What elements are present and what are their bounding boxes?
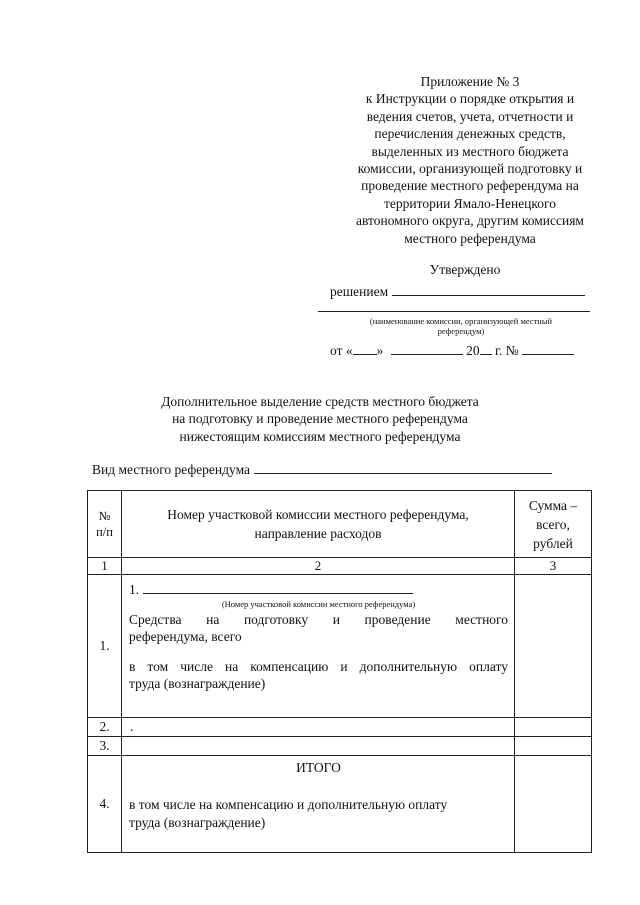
appendix-line: местного референдума bbox=[404, 230, 536, 246]
year-blank bbox=[480, 342, 492, 355]
referendum-kind-row bbox=[92, 461, 552, 478]
header-commission-line: Номер участковой комиссии местного референдума, bbox=[167, 507, 469, 522]
column-number-row bbox=[88, 558, 592, 575]
header-num bbox=[88, 491, 122, 558]
appendix-line: ведения счетов, учета, отчетности и bbox=[366, 108, 574, 124]
appendix-line: комиссии, организующей подготовку и bbox=[357, 161, 583, 177]
header-sum-line: всего, bbox=[536, 516, 570, 532]
commission-number-blank bbox=[143, 581, 413, 594]
column-number: 3 bbox=[515, 558, 592, 575]
decision-row bbox=[330, 283, 592, 300]
sum-cell[interactable] bbox=[515, 575, 592, 718]
table-row bbox=[88, 737, 592, 756]
header-commission-line: направление расходов bbox=[254, 526, 382, 541]
title-line: на подготовку и проведение местного референдума bbox=[172, 411, 468, 427]
row-content bbox=[122, 737, 515, 756]
sum-cell[interactable] bbox=[515, 756, 592, 853]
row-num: 1. bbox=[88, 575, 122, 718]
total-label: ИТОГО bbox=[296, 760, 341, 775]
appendix-line: к Инструкции о порядке открытия и bbox=[365, 91, 575, 107]
row-content bbox=[122, 575, 515, 718]
column-number: 1 bbox=[88, 558, 122, 575]
header-sum-line: Сумма – bbox=[528, 497, 578, 513]
title-line: нижестоящим комиссиям местного референдума bbox=[179, 428, 461, 444]
table-row bbox=[88, 718, 592, 737]
sum-cell[interactable] bbox=[515, 718, 592, 737]
decision-blank-line bbox=[392, 283, 585, 296]
commission-blank-line bbox=[318, 311, 590, 312]
including-line: труда (вознаграждение) bbox=[129, 676, 266, 691]
header-num-line: п/п bbox=[96, 525, 113, 539]
row-num: 4. bbox=[88, 756, 122, 853]
row-content bbox=[122, 756, 515, 853]
approved-label: Утверждено bbox=[429, 262, 501, 277]
date-row bbox=[330, 342, 574, 359]
appendix-line: Приложение № 3 bbox=[420, 74, 520, 89]
appendix-line: выделенных из местного бюджета bbox=[371, 143, 569, 159]
allocation-table bbox=[87, 490, 592, 853]
column-number: 2 bbox=[122, 558, 515, 575]
commission-number-row bbox=[129, 581, 508, 598]
funds-line: Средства на подготовку и проведение местного bbox=[129, 612, 508, 627]
row-num: 2. bbox=[88, 718, 122, 737]
commission-number-note: (Номер участковой комиссии местного референдума) bbox=[221, 599, 416, 609]
item-prefix: 1. bbox=[129, 582, 140, 597]
date-quote-close: » bbox=[376, 343, 384, 358]
header-commission bbox=[122, 491, 515, 558]
table-row bbox=[88, 575, 592, 718]
date-suffix: г. № bbox=[494, 343, 519, 358]
table-row-total bbox=[88, 756, 592, 853]
referendum-kind-blank bbox=[254, 461, 552, 474]
header-num-line: № bbox=[98, 509, 111, 523]
including-line: в том числе на компенсацию и дополнительную оплату bbox=[129, 797, 448, 812]
decision-label: решением bbox=[330, 284, 389, 299]
number-blank bbox=[522, 342, 574, 355]
appendix-line: автономного округа, другим комиссиям bbox=[356, 213, 584, 229]
date-year: 20 bbox=[466, 343, 480, 358]
header-sum bbox=[515, 491, 592, 558]
date-prefix: от « bbox=[330, 343, 353, 358]
commission-note-line: референдум) bbox=[437, 326, 485, 336]
month-blank bbox=[391, 342, 463, 355]
header-sum-line: рублей bbox=[533, 535, 573, 551]
appendix-line: перечисления денежных средств, bbox=[374, 126, 566, 142]
day-blank bbox=[353, 342, 377, 355]
commission-note-line: (наименование комиссии, организующей местный bbox=[369, 316, 553, 326]
sum-cell[interactable] bbox=[515, 737, 592, 756]
appendix-header bbox=[320, 73, 620, 247]
referendum-kind-label: Вид местного референдума bbox=[92, 462, 251, 477]
row-num: 3. bbox=[88, 737, 122, 756]
title-line: Дополнительное выделение средств местного бюджета bbox=[161, 394, 479, 409]
commission-note bbox=[330, 316, 592, 336]
including-line: в том числе на компенсацию и дополнительную оплату bbox=[129, 659, 508, 674]
appendix-line: проведение местного референдума на bbox=[361, 178, 579, 194]
table-header-row bbox=[88, 491, 592, 558]
document-title bbox=[100, 393, 540, 445]
funds-line: референдума, всего bbox=[129, 629, 242, 644]
row-content: . bbox=[122, 718, 515, 737]
including-line: труда (вознаграждение) bbox=[129, 815, 266, 830]
appendix-line: территории Ямало-Ненецкого bbox=[384, 195, 556, 211]
